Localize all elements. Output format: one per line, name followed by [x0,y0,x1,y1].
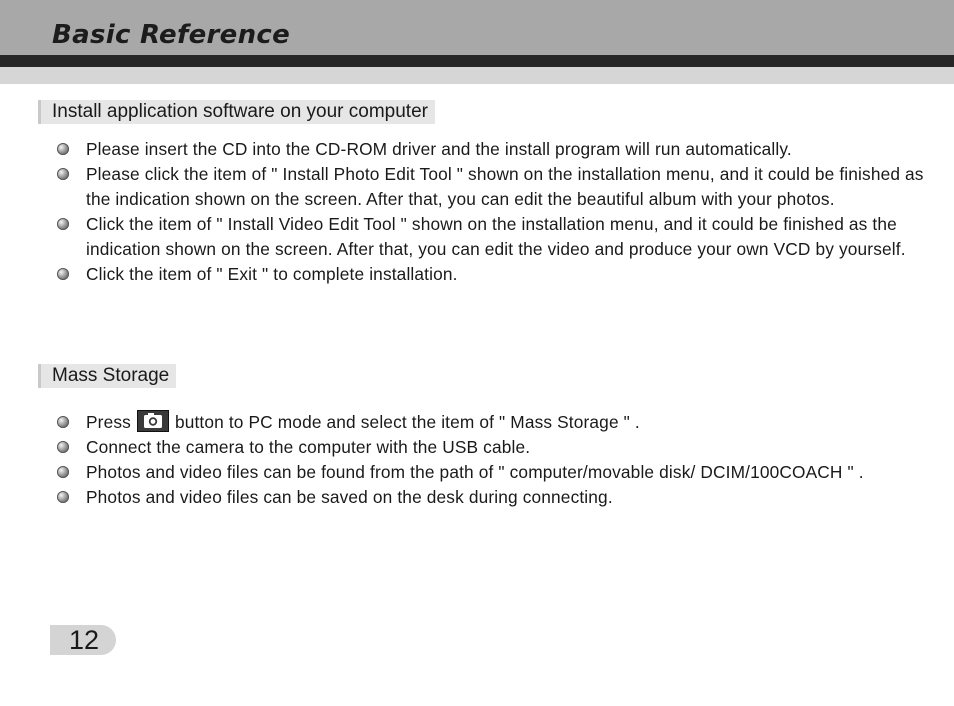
mass-storage-steps-list [57,410,927,510]
round-bullet-icon [57,441,69,453]
press-text-after: button to PC mode and select the item of " Mass Storage " . [174,412,640,432]
section-heading-install: Install application software on your computer [38,100,435,124]
camera-mode-button-icon [137,410,169,432]
list-item [57,485,927,510]
round-bullet-icon [57,168,69,180]
round-bullet-icon [57,416,69,428]
list-item [57,162,927,212]
install-steps-list [57,137,927,287]
list-item-text: Click the item of " Install Video Edit Tool " shown on the installation menu, and it could be finished as the indication shown on the screen. After that, you can edit the video and produce your own VCD by yourself. [86,214,906,259]
list-item [57,410,927,435]
list-item [57,212,927,262]
list-item [57,137,927,162]
list-item [57,460,927,485]
page-number: 12 [50,625,116,655]
list-item-text: Photos and video files can be saved on the desk during connecting. [86,487,613,508]
list-item-text: Connect the camera to the computer with the USB cable. [86,437,531,458]
round-bullet-icon [57,466,69,478]
list-item-text: Please insert the CD into the CD-ROM driver and the install program will run automatically. [86,139,792,159]
round-bullet-icon [57,143,69,155]
list-item-text: Click the item of " Exit " to complete installation. [86,264,458,284]
round-bullet-icon [57,268,69,280]
press-text-before: Press [86,412,131,432]
round-bullet-icon [57,491,69,503]
section-heading-mass-storage: Mass Storage [38,364,176,388]
list-item-text: Please click the item of " Install Photo Edit Tool " shown on the installation menu, and it could be finished as the indication shown on the screen. After that, you can edit the beautiful album with your photos. [86,164,924,209]
list-item [57,262,927,287]
list-item-text: Photos and video files can be found from the path of " computer/movable disk/ DCIM/100COACH " . [86,462,864,483]
header-light-stripe [0,67,954,84]
list-item [57,435,927,460]
round-bullet-icon [57,218,69,230]
page-header-title: Basic Reference [52,20,291,50]
header-dark-stripe [0,55,954,67]
